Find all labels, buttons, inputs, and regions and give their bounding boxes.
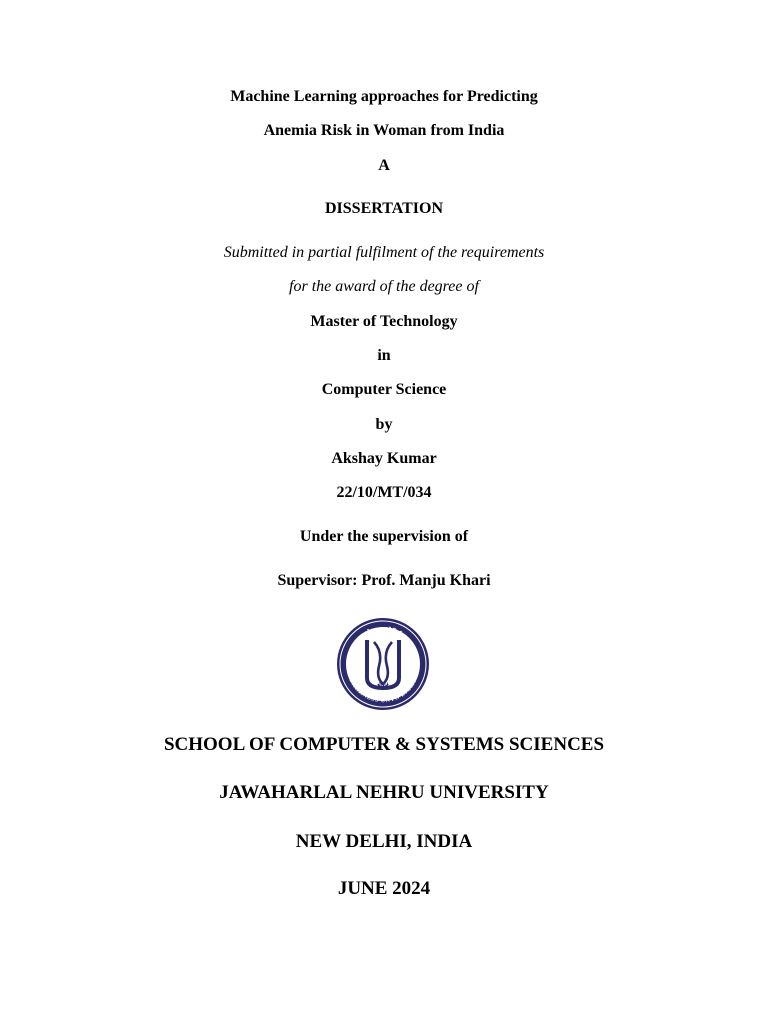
author-name: Akshay Kumar xyxy=(331,450,437,467)
emblem-bottom-text: DARKNESS UNTO LIGHT xyxy=(347,677,419,705)
submission-date: JUNE 2024 xyxy=(337,878,431,899)
by-word: by xyxy=(375,416,393,433)
submission-line-1: Submitted in partial fulfilment of the requirements xyxy=(223,244,545,261)
emblem-center-text: JNU xyxy=(377,682,389,689)
article-a: A xyxy=(378,157,390,174)
in-word: in xyxy=(377,347,391,364)
supervisor-name: Supervisor: Prof. Manju Khari xyxy=(277,572,491,589)
roll-number: 22/10/MT/034 xyxy=(336,484,432,501)
supervision-line: Under the supervision of xyxy=(299,528,469,545)
university-name: JAWAHARLAL NEHRU UNIVERSITY xyxy=(219,782,549,803)
submission-line-2: for the award of the degree of xyxy=(289,278,479,295)
field-name: Computer Science xyxy=(321,381,447,398)
location: NEW DELHI, INDIA xyxy=(295,831,473,852)
document-type: DISSERTATION xyxy=(325,200,443,217)
school-name: SCHOOL OF COMPUTER & SYSTEMS SCIENCES xyxy=(163,734,605,755)
thesis-title-line-2: Anemia Risk in Woman from India xyxy=(263,122,505,139)
degree-name: Master of Technology xyxy=(310,313,458,330)
emblem-top-text: तमसो मा ज्योतिर्गमय xyxy=(356,625,410,643)
thesis-title-line-1: Machine Learning approaches for Predicting xyxy=(230,88,538,105)
jnu-emblem-icon xyxy=(334,616,432,712)
